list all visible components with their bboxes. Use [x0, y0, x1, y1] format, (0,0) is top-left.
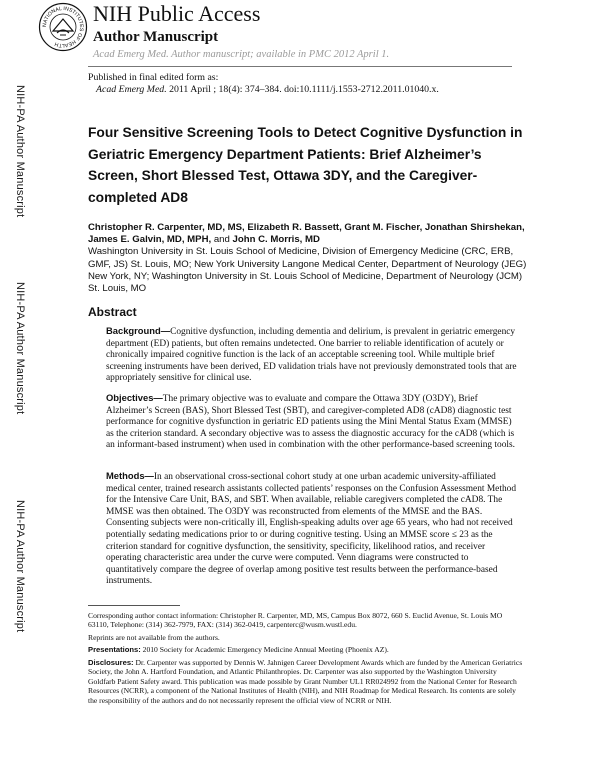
author-last: John C. Morris, MD — [232, 234, 320, 246]
presentations-text: 2010 Society for Academic Emergency Medicine Annual Meeting (Phoenix AZ). — [140, 645, 389, 654]
presentations-label: Presentations: — [88, 645, 141, 654]
disclosures-text: Dr. Carpenter was supported by Dennis W. Jahnigen Career Development Awards which are funded by the American Geriatrics Society, the John A. Hartford Foundation, and Atlantic Philanthropies. Dr. Carpenter was also supported by the Washington University Goldfarb Patient Safety award. This publication was made possible by Grant Number UL1 RR024992 from the National Center for Research Resources (NCRR), a component of the National Institutes of Health (NIH), and NIH Roadmap for Medical Research. Its contents are solely the responsibility of the authors and do not necessarily represent the official view of NCRR or NIH. — [88, 658, 523, 705]
author-conjunction: and — [211, 234, 233, 246]
footnote-contact: Corresponding author contact information: Christopher R. Carpenter, MD, MS, Campus Box 8072, 660 S. Euclid Avenue, St. Louis MO 63110, Telephone: (314) 362-7979, FAX: (314) 362-0419, carpenterc@wusm.wustl.edu. — [88, 611, 503, 630]
author-names: Christopher R. Carpenter, MD, MS, Elizabeth R. Bassett, Grant M. Fischer, Jonathan Shirshekan, James E. Galvin, MD, MPH, — [88, 222, 525, 246]
article-title: Four Sensitive Screening Tools to Detect Cognitive Dysfunction in Geriatric Emergency Department Patients: Brief Alzheimer’s Screen, Short Blessed Test, Ottawa 3DY, and the Caregiver-completed AD8 — [88, 125, 523, 205]
objectives-label: Objectives— — [106, 392, 163, 403]
svg-text:NATIONAL INSTITUTES OF HEALTH: NATIONAL INSTITUTES OF HEALTH — [41, 5, 85, 49]
nih-public-access-title: NIH Public Access — [93, 1, 261, 26]
nih-seal-logo — [38, 2, 88, 52]
background-label: Background— — [106, 325, 171, 336]
abstract-methods — [106, 470, 518, 588]
abstract-objectives — [106, 392, 518, 452]
header-divider — [88, 66, 512, 67]
affiliation: Washington University in St. Louis School of Medicine, Division of Emergency Medicine (CRC, ERB, GMF, JS) St. Louis, MO; New York University Langone Medical Center, Department of Neurology (JEG) New York, NY; Washington University in St. Louis School of Medicine, Department of Neurology (JCM) St. Louis, MO — [88, 246, 527, 295]
author-manuscript-label: Author Manuscript — [93, 29, 219, 45]
methods-label: Methods— — [106, 470, 154, 481]
footnote-reprints: Reprints are not available from the authors. — [88, 633, 220, 642]
journal-name: Acad Emerg Med. — [96, 83, 167, 95]
author-block — [88, 222, 528, 295]
side-watermark-bottom: NIH-PA Author Manuscript — [14, 500, 26, 633]
disclosures-label: Disclosures: — [88, 658, 134, 667]
availability-note: Acad Emerg Med. Author manuscript; available in PMC 2012 April 1. — [93, 49, 390, 60]
publication-info — [88, 72, 439, 95]
published-in-label: Published in final edited form as: — [88, 72, 219, 83]
abstract-background — [106, 325, 518, 385]
footnote-divider — [88, 605, 180, 606]
background-text: Cognitive dysfunction, including dementia and delirium, is prevalent in geriatric emergency department (ED) patients, but often remains undetected. One barrier to reliable identification of acutely or chronically impaired cognitive function is the lack of an acceptable screening tool. While multiple brief screening instruments have been derived, ED validation trials have not previously demonstrated tools that are appropriately sensitive for clinical use. — [106, 327, 517, 384]
citation — [88, 84, 439, 96]
citation-details: 2011 April ; 18(4): 374–384. doi:10.1111/j.1553-2712.2011.01040.x. — [166, 83, 439, 95]
footnote-presentations — [88, 645, 524, 654]
methods-text: In an observational cross-sectional cohort study at one urban academic university-affiliated medical center, trained research assistants collected patients’ responses on the Confusion Assessment Method for the Intensive Care Unit, BAS, and SBT. When available, reliable caregivers completed the cAD8. The MMSE was then obtained. The O3DY was reconstructed from elements of the MMSE and the BAS. Consenting subjects were non-critically ill, English-speaking adults over age 65 years, who had not received potentially sedating medications prior to or during cognitive testing. Using an MMSE score ≤ 23 as the criterion standard for cognitive dysfunction, the sensitivity, specificity, likelihood ratios, and receiver operating characteristic area under the curve were computed. Venn diagrams were constructed to quantitatively compare the degree of overlap among positive test results between the performance-based instruments. — [106, 472, 517, 587]
abstract-heading: Abstract — [88, 305, 137, 319]
side-watermark-top: NIH-PA Author Manuscript — [14, 85, 26, 218]
objectives-text: The primary objective was to evaluate and compare the Ottawa 3DY (O3DY), Brief Alzheimer’s Screen (BAS), Short Blessed Test (SBT), and caregiver-completed AD8 (cAD8) diagnostic test performance for cognitive dysfunction in geriatric ED patients using the Mini Mental Status Exam (MMSE) as the criterion standard. A secondary objective was to assess the diagnostic accuracy for the cAD8 (which is an informant-based instrument) when used in combination with the other performance-based screening tools. — [106, 394, 515, 451]
side-watermark-middle: NIH-PA Author Manuscript — [14, 282, 26, 415]
footnote-disclosures — [88, 658, 524, 705]
